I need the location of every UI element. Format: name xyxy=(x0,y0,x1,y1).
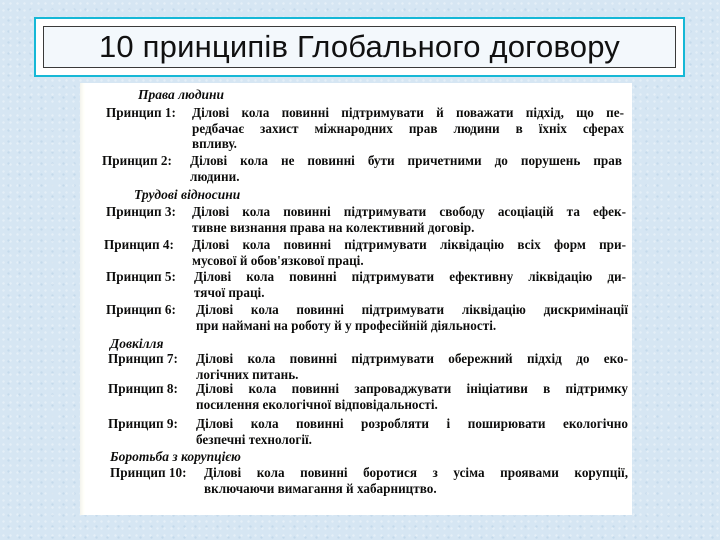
principle-line: редбачає захист міжнародних прав людини в їхніх сферах xyxy=(192,120,624,136)
scanned-document xyxy=(80,83,632,515)
principle-line: Ділові кола повинні запроваджувати ініціативи в підтримку xyxy=(196,381,628,396)
principle-text xyxy=(192,105,624,152)
principle-line: впливу. xyxy=(192,136,237,152)
section-corruption: Боротьба з корупцією xyxy=(110,449,241,464)
principle-line: мусової й обов'язкової праці. xyxy=(192,252,364,268)
principle-line: Ділові кола повинні підтримувати свободу асоціацій та ефек- xyxy=(192,204,626,219)
principle-text xyxy=(190,153,622,184)
principle-line: безпечні технології. xyxy=(196,431,312,447)
principle-line: Ділові кола повинні підтримувати ефективну ліквідацію ди- xyxy=(194,269,626,284)
principle-line: Ділові кола повинні підтримувати ліквідацію дискримінації xyxy=(196,302,628,317)
principle-label: Принцип 8: xyxy=(108,381,178,396)
principle-line: логічних питань. xyxy=(196,366,299,382)
principle-line: Ділові кола повинні розробляти і поширювати екологічно xyxy=(196,416,628,431)
section-labour: Трудові відносини xyxy=(134,187,241,202)
principle-label: Принцип 6: xyxy=(106,302,176,317)
principle-line: Ділові кола не повинні бути причетними до порушень прав xyxy=(190,153,622,168)
principle-text xyxy=(192,204,626,235)
principle-label: Принцип 2: xyxy=(102,153,172,168)
principle-label: Принцип 1: xyxy=(106,105,176,120)
principle-line: включаючи вимагання й хабарництво. xyxy=(204,480,437,496)
principle-line: Ділові кола повинні підтримувати ліквідацію всіх форм при- xyxy=(192,237,626,252)
section-human-rights: Права людини xyxy=(138,87,225,102)
principle-label: Принцип 5: xyxy=(106,269,176,284)
principle-line: тивне визнання права на колективний договір. xyxy=(192,219,475,235)
principle-line: Ділові кола повинні підтримувати обережний підхід до еко- xyxy=(196,351,628,366)
principle-label: Принцип 7: xyxy=(108,351,178,366)
principle-line: людини. xyxy=(190,168,240,184)
principle-line: Ділові кола повинні боротися з усіма проявами корупції, xyxy=(204,465,628,480)
principle-text xyxy=(196,302,628,333)
principle-line: Ділові кола повинні підтримувати й поважати підхід, що пе- xyxy=(192,105,624,120)
principle-text xyxy=(194,269,626,300)
principle-label: Принцип 10: xyxy=(110,465,187,480)
principle-label: Принцип 4: xyxy=(104,237,174,252)
principle-line: тячої праці. xyxy=(194,284,265,300)
principle-line: посилення екологічної відповідальності. xyxy=(196,396,438,412)
title-box xyxy=(34,17,685,77)
section-environment: Довкілля xyxy=(110,336,164,351)
principle-label: Принцип 3: xyxy=(106,204,176,219)
principle-label: Принцип 9: xyxy=(108,416,178,431)
slide-title: 10 принципів Глобального договору xyxy=(98,29,621,64)
principle-text xyxy=(196,381,628,412)
principle-text xyxy=(196,416,628,447)
principle-text xyxy=(204,465,628,496)
principle-text xyxy=(192,237,626,268)
principle-line: при наймані на роботу й у професійній діяльності. xyxy=(196,317,497,333)
principle-text xyxy=(196,351,628,382)
